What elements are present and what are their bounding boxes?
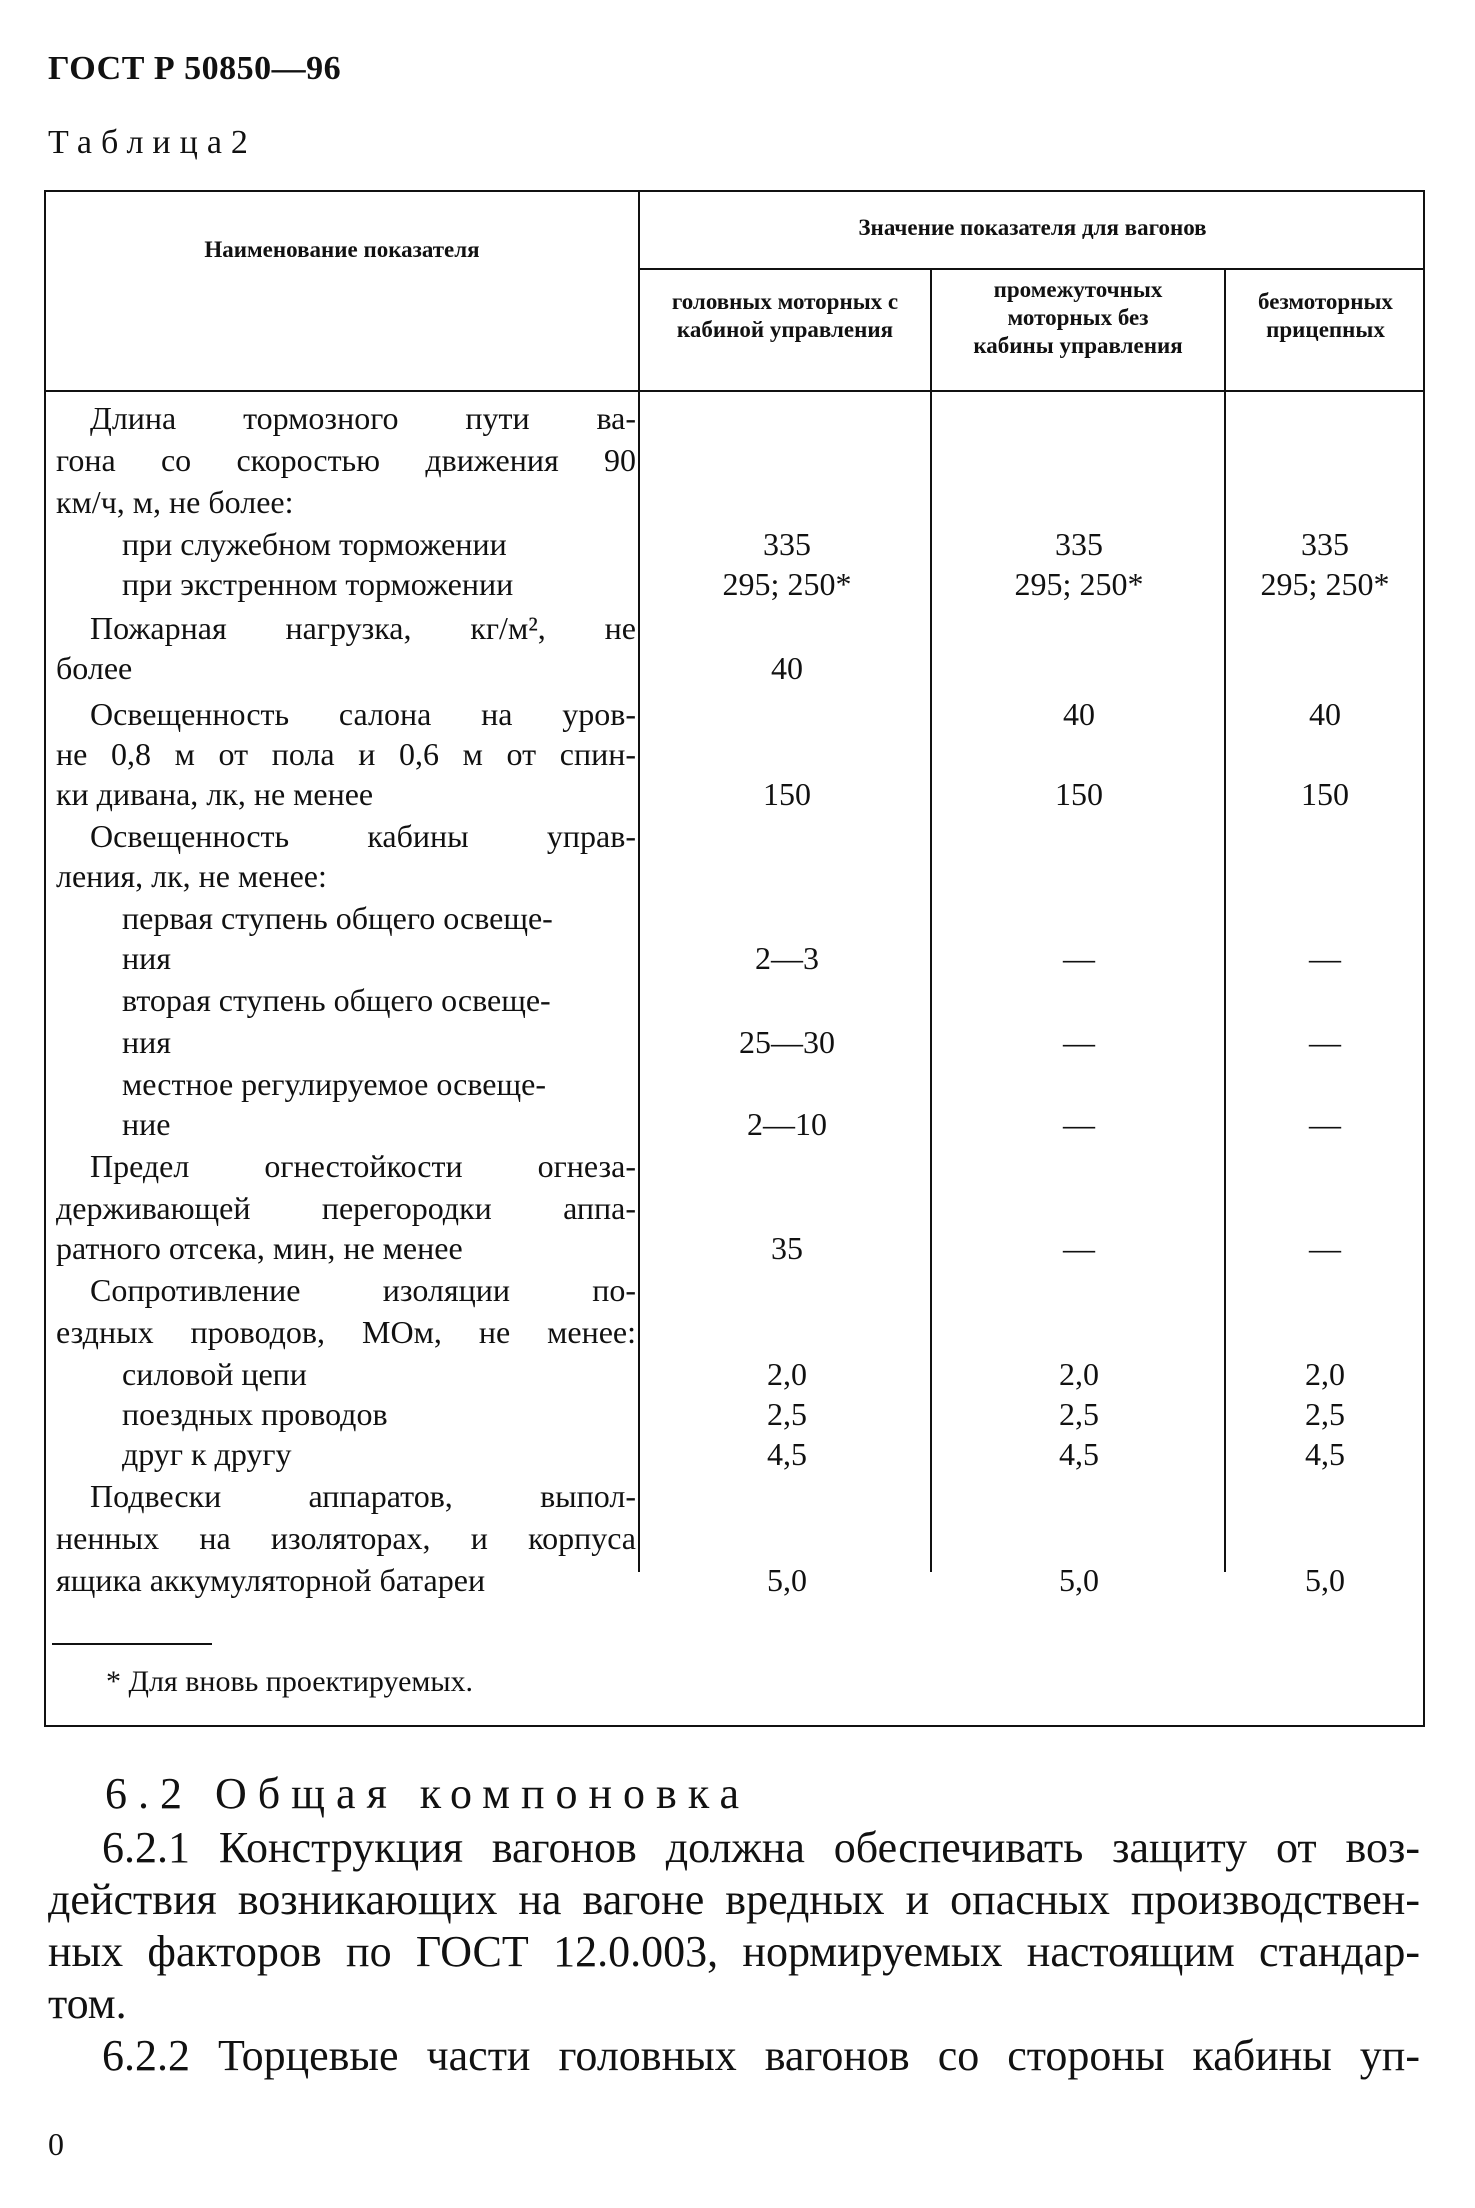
row-label: не 0,8 м от пола и 0,6 м от спин-	[56, 736, 636, 772]
section-body	[48, 1822, 1420, 2082]
table-row	[46, 482, 1427, 522]
table-row	[46, 1354, 1427, 1394]
table-row	[46, 648, 1427, 688]
row-label: Длина тормозного пути ва-	[90, 400, 636, 436]
row-value-col2: —	[1063, 1106, 1095, 1142]
header-divider-group	[638, 268, 1425, 270]
row-value-col3: 295; 250*	[1260, 566, 1390, 602]
row-value-col1: 295; 250*	[722, 566, 852, 602]
row-value-col2: 5,0	[1059, 1562, 1099, 1598]
body-line: том.	[48, 1979, 127, 2028]
table-row	[46, 1434, 1427, 1474]
row-value-col1: 2,5	[767, 1396, 807, 1432]
row-value-col2: 295; 250*	[1014, 566, 1144, 602]
row-value-col2: 40	[1063, 696, 1095, 732]
row-label: поездных проводов	[122, 1396, 388, 1432]
row-value-col1: 5,0	[767, 1562, 807, 1598]
table-row	[46, 1104, 1427, 1144]
table	[44, 190, 1425, 1727]
table-row	[46, 980, 1427, 1020]
subheader-col1: головных моторных с кабиной управления	[671, 289, 899, 342]
body-line: 6.2.1 Конструкция вагонов должна обеспечивать защиту от воз-	[102, 1823, 1420, 1872]
row-label: ние	[122, 1106, 171, 1142]
table-row	[46, 734, 1427, 774]
row-value-col3: —	[1309, 940, 1341, 976]
table-row	[46, 816, 1427, 856]
table-row	[46, 694, 1427, 734]
column-header-name: Наименование показателя	[204, 237, 480, 262]
row-value-col3: 150	[1301, 776, 1349, 812]
row-label: силовой цепи	[122, 1356, 307, 1392]
row-label: Подвески аппаратов, выпол-	[90, 1478, 636, 1514]
table-row	[46, 1394, 1427, 1434]
table-caption: Таблица2	[48, 124, 257, 161]
row-value-col2: —	[1063, 1230, 1095, 1266]
body-line: 6.2.2 Торцевые части головных вагонов со стороны кабины уп-	[102, 2031, 1420, 2080]
table-row	[46, 1064, 1427, 1104]
table-row	[46, 938, 1427, 978]
row-label: при экстренном торможении	[122, 566, 514, 602]
table-row	[46, 898, 1427, 938]
document-header: ГОСТ Р 50850—96	[48, 50, 342, 87]
section-title: 6.2 Общая компоновка	[105, 1769, 751, 1818]
table-row	[46, 856, 1427, 896]
row-label: Пожарная нагрузка, кг/м², не	[90, 610, 636, 646]
table-row	[46, 1560, 1427, 1600]
row-value-col3: 40	[1309, 696, 1341, 732]
table-row	[46, 1228, 1427, 1268]
table-row	[46, 1188, 1427, 1228]
row-label: Предел огнестойкости огнеза-	[90, 1148, 636, 1184]
table-row	[46, 524, 1427, 564]
row-value-col2: 150	[1055, 776, 1103, 812]
row-label: ния	[122, 940, 171, 976]
body-line: ных факторов по ГОСТ 12.0.003, нормируемых настоящим стандар-	[48, 1927, 1420, 1976]
column-header-group: Значение показателя для вагонов	[858, 215, 1207, 240]
body-line: действия возникающих на вагоне вредных и опасных производствен-	[48, 1875, 1420, 1924]
row-value-col3: —	[1309, 1024, 1341, 1060]
row-value-col2: —	[1063, 1024, 1095, 1060]
row-value-col3: 5,0	[1305, 1562, 1345, 1598]
row-label: гона со скоростью движения 90	[56, 442, 636, 478]
row-value-col3: —	[1309, 1106, 1341, 1142]
row-label: ния	[122, 1024, 171, 1060]
row-value-col3: —	[1309, 1230, 1341, 1266]
header-bottom-rule	[46, 390, 1425, 392]
row-value-col1: 150	[763, 776, 811, 812]
row-value-col1: 2—3	[755, 940, 819, 976]
table-row	[46, 608, 1427, 648]
table-row	[46, 398, 1427, 438]
row-value-col1: 35	[771, 1230, 803, 1266]
table-row	[46, 1022, 1427, 1062]
row-label: держивающей перегородки аппа-	[56, 1190, 636, 1226]
row-label: друг к другу	[122, 1436, 292, 1472]
row-label: ящика аккумуляторной батареи	[56, 1562, 486, 1598]
row-value-col2: 4,5	[1059, 1436, 1099, 1472]
row-value-col1: 4,5	[767, 1436, 807, 1472]
subheader-col2: промежуточных моторных без кабины управления	[973, 277, 1183, 358]
row-label: при служебном торможении	[122, 526, 507, 562]
table-row	[46, 440, 1427, 480]
row-label: ратного отсека, мин, не менее	[56, 1230, 463, 1266]
row-value-col3: 335	[1301, 526, 1349, 562]
row-value-col1: 2,0	[767, 1356, 807, 1392]
table-row	[46, 1312, 1427, 1352]
row-value-col2: 2,5	[1059, 1396, 1099, 1432]
row-value-col2: —	[1063, 940, 1095, 976]
table-row	[46, 1146, 1427, 1186]
row-value-col1: 335	[763, 526, 811, 562]
row-value-col1: 25—30	[739, 1024, 835, 1060]
row-label: первая ступень общего освеще-	[122, 900, 553, 936]
row-label: ездных проводов, МОм, не менее:	[56, 1314, 636, 1350]
page-number: 0	[48, 2126, 64, 2162]
row-label: Сопротивление изоляции по-	[90, 1272, 636, 1308]
row-label: вторая ступень общего освеще-	[122, 982, 551, 1018]
row-value-col3: 4,5	[1305, 1436, 1345, 1472]
row-value-col3: 2,0	[1305, 1356, 1345, 1392]
row-label: ления, лк, не менее:	[56, 858, 327, 894]
footnote-rule	[52, 1643, 212, 1645]
row-label: местное регулируемое освеще-	[122, 1066, 546, 1102]
table-row	[46, 774, 1427, 814]
row-label: Освещенность кабины управ-	[90, 818, 636, 854]
row-value-col1: 40	[771, 650, 803, 686]
row-label: Освещенность салона на уров-	[90, 696, 636, 732]
row-value-col3: 2,5	[1305, 1396, 1345, 1432]
table-row	[46, 564, 1427, 604]
row-label: ненных на изоляторах, и корпуса	[56, 1520, 636, 1556]
row-label: км/ч, м, не более:	[56, 484, 294, 520]
subheader-col3: безмоторных прицепных	[1258, 289, 1393, 342]
table-row	[46, 1518, 1427, 1558]
row-value-col2: 335	[1055, 526, 1103, 562]
row-label: ки дивана, лк, не менее	[56, 776, 374, 812]
table-row	[46, 1476, 1427, 1516]
table-row	[46, 1270, 1427, 1310]
row-value-col1: 2—10	[747, 1106, 827, 1142]
row-label: более	[56, 650, 133, 686]
row-value-col2: 2,0	[1059, 1356, 1099, 1392]
table-footnote: * Для вновь проектируемых.	[106, 1665, 474, 1698]
